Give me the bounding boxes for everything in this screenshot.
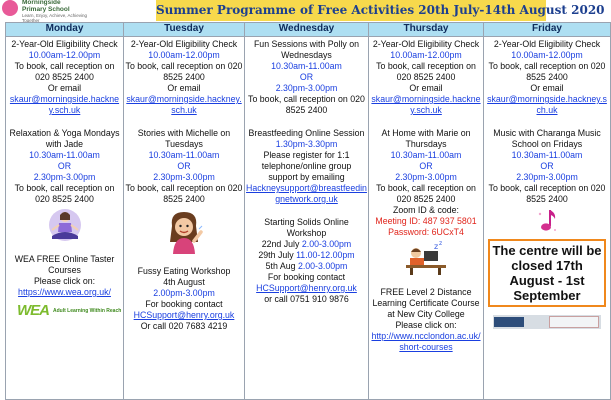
activity-title: Fun Sessions with Polly on Wednesdays xyxy=(253,39,360,60)
or-email-label: Or email xyxy=(47,83,82,93)
school-name-line1: Morningside xyxy=(22,0,61,6)
school-logo xyxy=(0,0,100,21)
booking-info: To book, call reception on 020 8525 2400 xyxy=(125,61,243,82)
zoom-password: Password: 6UCxT4 xyxy=(388,227,464,237)
booking-info: To book, call reception on 020 8525 2400 xyxy=(248,94,365,115)
booking-info: To book, call reception on 020 8525 2400 xyxy=(488,183,606,204)
booking-info: To book, call reception on 020 8525 2400 xyxy=(14,61,115,82)
activity-date: 4th August xyxy=(163,277,205,287)
or-email-label: Or email xyxy=(409,83,443,93)
school-logo-icon xyxy=(2,0,18,16)
zoom-meeting-id: Meeting ID: 487 937 5801 xyxy=(375,216,477,226)
day-header-monday: Monday xyxy=(6,23,124,37)
activity-title: Stories with Michelle on Tuesdays xyxy=(137,128,231,149)
school-logo-text xyxy=(22,0,100,23)
or-label: OR xyxy=(57,161,72,171)
activity-title: 2-Year-Old Eligibility Check xyxy=(11,39,118,49)
booking-contact-label: For booking contact xyxy=(145,299,223,309)
activity-time: 10.30am-11.00am xyxy=(271,61,342,71)
activity-time: 2.00pm-3.00pm xyxy=(153,288,215,298)
session-row xyxy=(246,261,367,272)
session-date: 22nd July xyxy=(261,239,300,249)
session-date: 5th Aug xyxy=(265,261,296,271)
ncc-link[interactable]: http://www.ncclondon.ac.uk/short-courses xyxy=(371,331,481,352)
activities-timetable xyxy=(5,22,611,400)
activity-time: 10.30am-11.00am xyxy=(390,150,462,160)
eligibility-check-block xyxy=(485,39,609,116)
wea-logo-tagline: Adult Learning Within Reach xyxy=(53,307,122,314)
booking-contact-label: For booking contact xyxy=(267,272,346,282)
childrens-centre-logo xyxy=(549,316,599,328)
wednesday-column xyxy=(245,37,369,400)
activity-time: 10.00am-12.00pm xyxy=(511,50,583,60)
activity-time: 10.30am-11.00am xyxy=(511,150,583,160)
or-email-label: Or email xyxy=(167,83,201,93)
email-link[interactable]: Hackneysupport@breastfeedingnetwork.org.uk xyxy=(246,183,367,204)
page-title: Summer Programme of Free Activities 20th July-14th August 2020 xyxy=(156,0,546,21)
activity-title: At Home with Marie on Thursdays xyxy=(381,128,471,149)
music-note-icon xyxy=(536,208,558,234)
closed-notice-text: The centre will be closed 17th August - 1st September xyxy=(492,243,602,303)
day-header-thursday: Thursday xyxy=(369,23,484,37)
music-block xyxy=(485,128,609,234)
school-name-line2: Primary School xyxy=(22,5,70,13)
session-row xyxy=(246,250,367,261)
activity-title: 2-Year-Old Eligibility Check xyxy=(372,39,480,49)
booking-info: To book, call reception on 020 8525 2400 xyxy=(488,61,606,82)
or-label: OR xyxy=(540,161,554,171)
phone-info: Or call 020 7683 4219 xyxy=(140,321,228,331)
activity-title: Fussy Eating Workshop xyxy=(137,266,231,276)
session-row xyxy=(246,239,367,250)
activity-time-alt: 2.30pm-3.00pm xyxy=(33,172,96,182)
wea-logo xyxy=(7,302,122,319)
activity-time-alt: 2.30pm-3.00pm xyxy=(275,83,338,93)
school-tagline: Learn, Enjoy, Achieve, Achieving Together xyxy=(22,13,87,23)
activity-title: Relaxation & Yoga Mondays with Jade xyxy=(9,128,120,149)
session-time: 2.00-3.00pm xyxy=(297,261,348,271)
partner-logos xyxy=(493,315,601,329)
thursday-column xyxy=(369,37,484,400)
friday-column xyxy=(484,37,611,400)
activity-time-alt: 2.30pm-3.00pm xyxy=(516,172,578,182)
eligibility-check-block xyxy=(370,39,482,116)
email-link[interactable]: skaur@morningside.hackney.sch.uk xyxy=(371,94,481,115)
activity-title: Breastfeeding Online Session xyxy=(248,128,365,138)
breastfeeding-block xyxy=(246,128,367,205)
eligibility-check-block xyxy=(125,39,243,116)
activity-title: Music with Charanga Music School on Fridays xyxy=(493,128,601,149)
person-sleeping-at-desk-icon xyxy=(404,241,448,275)
centre-closed-notice xyxy=(488,239,606,307)
svg-text:z: z xyxy=(434,242,439,251)
yoga-meditation-icon xyxy=(48,208,82,242)
activity-time: 10.30am-11.00am xyxy=(29,150,100,160)
fussy-eating-block xyxy=(125,266,243,332)
booking-info: To book, call reception on 020 8525 2400 xyxy=(376,61,476,82)
booking-info: To book, call reception on 020 8525 2400 xyxy=(376,183,476,204)
email-link[interactable]: skaur@morningside.hackney.sch.uk xyxy=(126,94,242,115)
activity-time: 10.30am-11.00am xyxy=(148,150,220,160)
or-label: OR xyxy=(177,161,191,171)
activity-title: 2-Year-Old Eligibility Check xyxy=(130,39,238,49)
at-home-block xyxy=(370,128,482,275)
svg-text:z: z xyxy=(439,240,443,247)
wea-block xyxy=(7,254,122,319)
session-time: 2.00-3.00pm xyxy=(301,239,352,249)
email-link[interactable]: skaur@morningside.hackney.sch.uk xyxy=(487,94,607,115)
activity-time: 1.30pm-3.30pm xyxy=(275,139,338,149)
monday-column xyxy=(6,37,124,400)
email-link[interactable]: HCSupport@henry.org.uk xyxy=(256,283,357,293)
day-header-friday: Friday xyxy=(484,23,611,37)
registration-info: Please register for 1:1 telephone/online group support by emailing xyxy=(261,150,352,182)
activity-title: Starting Solids Online Workshop xyxy=(264,217,349,238)
yoga-block xyxy=(7,128,122,242)
polly-block xyxy=(246,39,367,116)
activity-title: 2-Year-Old Eligibility Check xyxy=(493,39,601,49)
booking-info: To book, call reception on 020 8525 2400 xyxy=(125,183,243,204)
tuesday-column xyxy=(124,37,245,400)
wea-logo-mark: WEA xyxy=(17,302,49,319)
wea-link[interactable]: https://www.wea.org.uk/ xyxy=(18,287,111,297)
zoom-label: Zoom ID & code: xyxy=(392,205,459,215)
activity-time: 10.00am-12.00pm xyxy=(28,50,101,60)
session-time: 11.00-12.00pm xyxy=(296,250,355,260)
activity-time: 10.00am-12.00pm xyxy=(390,50,462,60)
or-email-label: Or email xyxy=(530,83,564,93)
day-header-tuesday: Tuesday xyxy=(124,23,245,37)
or-label: OR xyxy=(419,161,433,171)
phone-info: or call 0751 910 9876 xyxy=(264,294,349,304)
activity-title: FREE Level 2 Distance Learning Certificate Course at New City College xyxy=(372,287,480,319)
day-header-wednesday: Wednesday xyxy=(245,23,369,37)
click-label: Please click on: xyxy=(395,320,457,330)
email-link[interactable]: HCSupport@henry.org.uk xyxy=(133,310,235,320)
or-label: OR xyxy=(299,72,314,82)
activity-title: WEA FREE Online Taster Courses xyxy=(14,254,115,275)
ncc-course-block xyxy=(370,287,482,353)
click-label: Please click on: xyxy=(33,276,96,286)
activity-time-alt: 2.30pm-3.00pm xyxy=(395,172,457,182)
activity-time: 10.00am-12.00pm xyxy=(148,50,220,60)
eligibility-check-block xyxy=(7,39,122,116)
starting-solids-block xyxy=(246,217,367,305)
girl-waving-icon xyxy=(164,208,204,254)
booking-info: To book, call reception on 020 8525 2400 xyxy=(14,183,115,204)
hackney-logo xyxy=(494,317,524,327)
session-date: 29th July xyxy=(258,250,294,260)
stories-block xyxy=(125,128,243,254)
email-link[interactable]: skaur@morningside.hackney.sch.uk xyxy=(9,94,120,115)
activity-time-alt: 2.30pm-3.00pm xyxy=(153,172,215,182)
